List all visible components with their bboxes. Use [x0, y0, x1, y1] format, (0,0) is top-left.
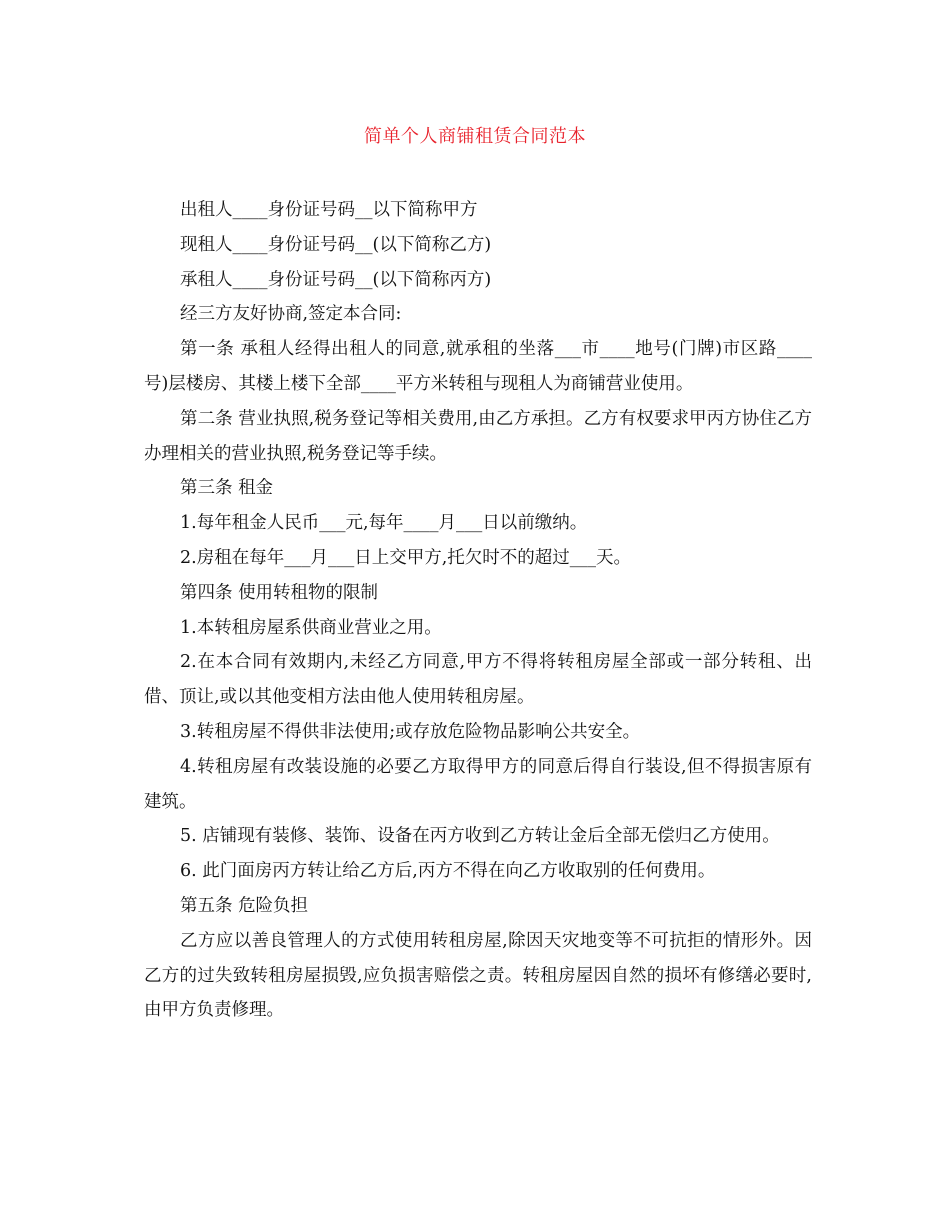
paragraph-article-2: 第二条 营业执照,税务登记等相关费用,由乙方承担。乙方有权要求甲丙方协住乙方办理相关的营业执照,税务登记等手续。	[144, 408, 812, 464]
paragraph-agreement: 经三方友好协商,签定本合同:	[180, 304, 402, 325]
paragraph-restriction-6: 6. 此门面房丙方转让给乙方后,丙方不得在向乙方收取别的任何费用。	[180, 861, 716, 882]
heading-article-4: 第四条 使用转租物的限制	[180, 582, 379, 603]
paragraph-lessor: 出租人____身份证号码__以下简称甲方	[180, 200, 478, 220]
document-title: 简单个人商铺租赁合同范本	[364, 126, 586, 147]
heading-article-3: 第三条 租金	[180, 478, 274, 499]
paragraph-current-tenant: 现租人____身份证号码__(以下简称乙方)	[180, 234, 492, 255]
paragraph-rent-2: 2.房租在每年___月___日上交甲方,托欠时不的超过___天。	[180, 547, 632, 568]
heading-article-5: 第五条 危险负担	[180, 895, 309, 916]
paragraph-lessee: 承租人____身份证号码__(以下简称丙方)	[180, 269, 492, 290]
paragraph-restriction-3: 3.转租房屋不得供非法使用;或存放危险物品影响公共安全。	[180, 721, 641, 742]
paragraph-restriction-5: 5. 店铺现有装修、装饰、设备在丙方收到乙方转让金后全部无偿归乙方使用。	[180, 826, 780, 847]
paragraph-rent-1: 1.每年租金人民币___元,每年____月___日以前缴纳。	[180, 513, 588, 534]
document-body	[144, 193, 812, 1028]
paragraph-restriction-4: 4.转租房屋有改装设施的必要乙方取得甲方的同意后得自行装设,但不得损害原有建筑。	[144, 756, 812, 812]
paragraph-article-1: 第一条 承租人经得出租人的同意,就承租的坐落___市____地号(门牌)市区路____号)层楼房、其楼上楼下全部____平方米转租与现租人为商铺营业使用。	[144, 339, 812, 394]
paragraph-restriction-1: 1.本转租房屋系供商业营业之用。	[180, 617, 442, 638]
paragraph-restriction-2: 2.在本合同有效期内,未经乙方同意,甲方不得将转租房屋全部或一部分转租、出借、顶让,或以其他变相方法由他人使用转租房屋。	[144, 652, 812, 708]
paragraph-risk: 乙方应以善良管理人的方式使用转租房屋,除因天灾地变等不可抗拒的情形外。因乙方的过失致转租房屋损毁,应负损害赔偿之责。转租房屋因自然的损坏有修缮必要时,由甲方负责修理。	[144, 930, 812, 1021]
